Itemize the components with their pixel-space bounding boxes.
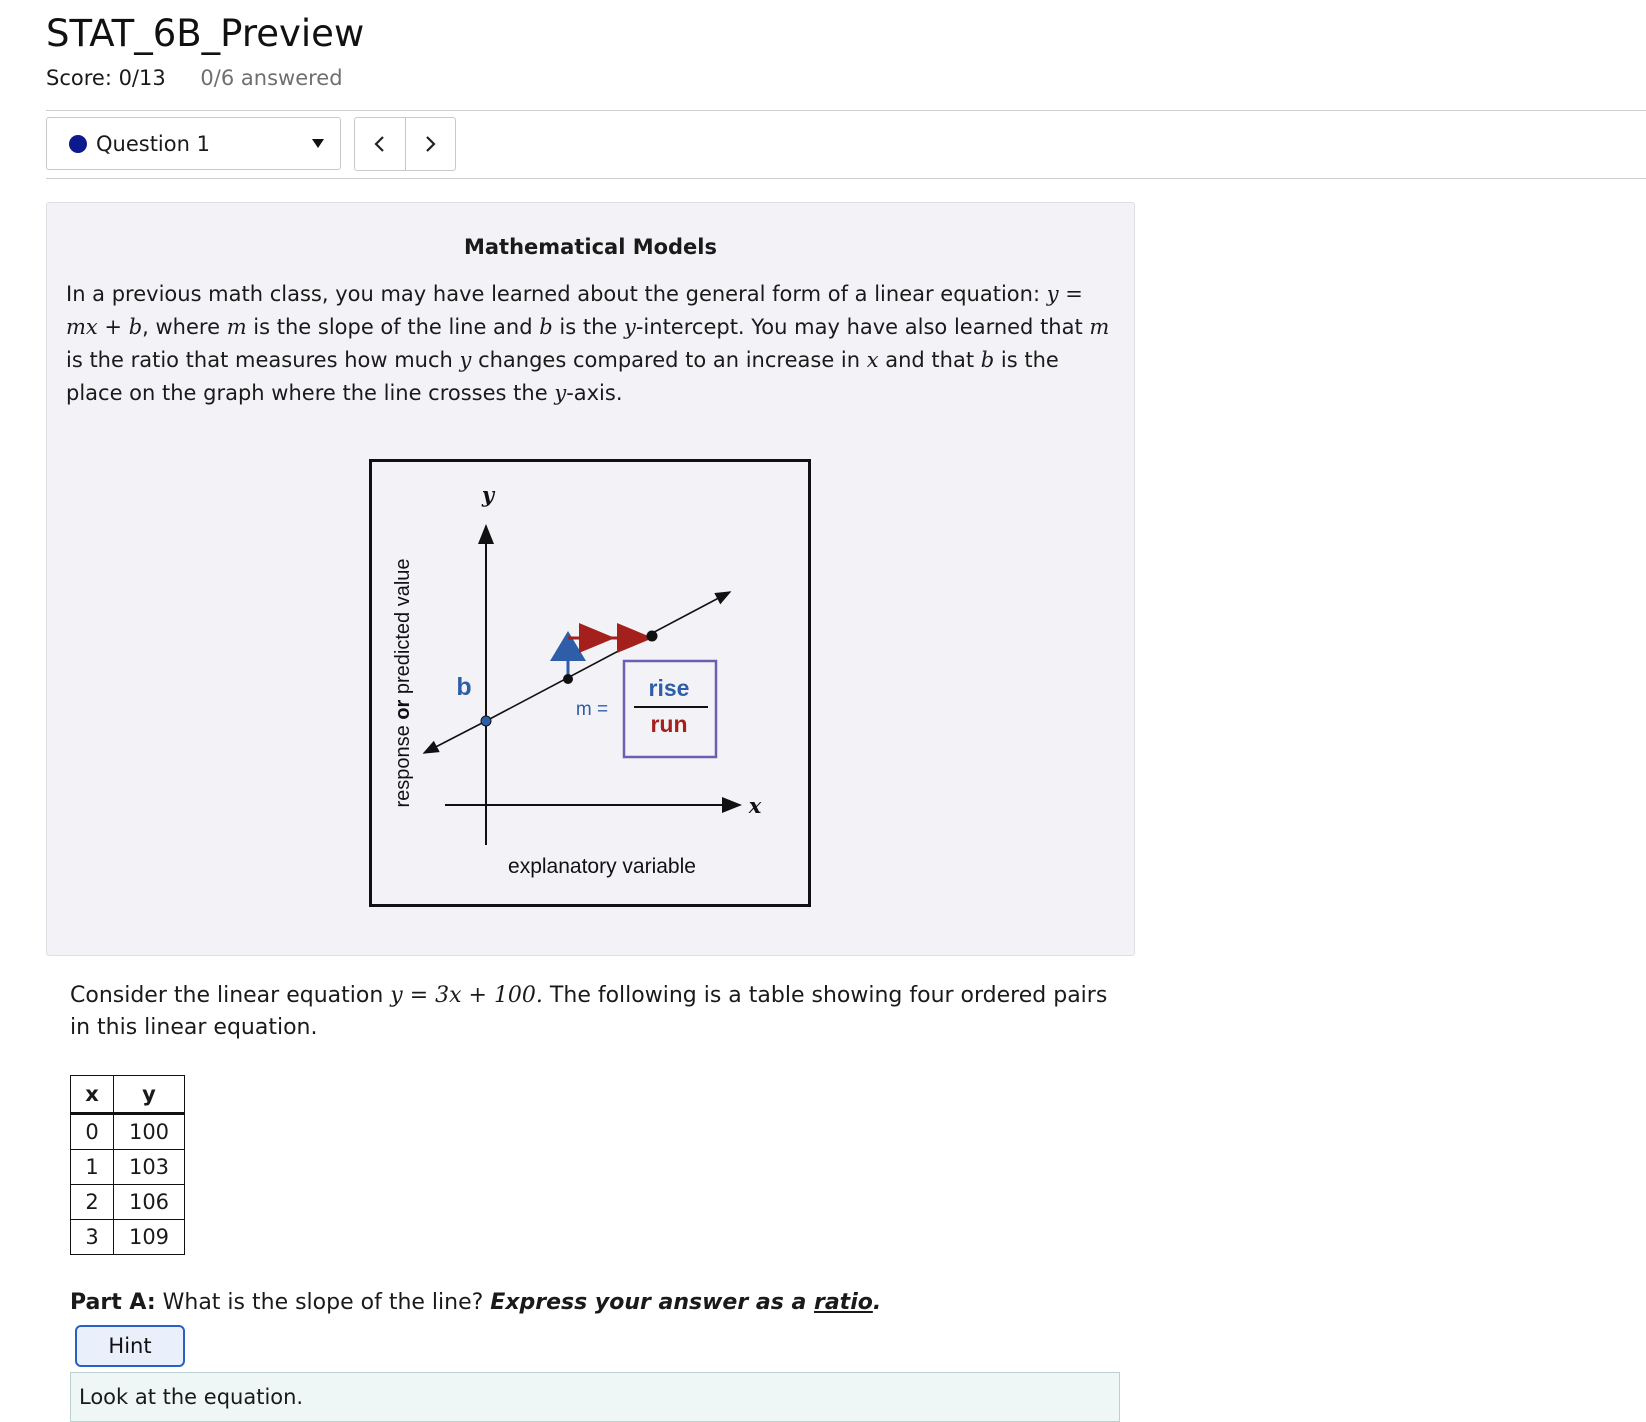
intro-text: changes compared to an increase in xyxy=(471,348,867,372)
table-cell: 103 xyxy=(114,1150,185,1185)
consider-paragraph xyxy=(70,980,1130,1044)
score-row xyxy=(46,66,343,90)
y-axis-letter: y xyxy=(481,482,495,507)
intro-paragraph xyxy=(66,278,1116,410)
table-cell: 109 xyxy=(114,1220,185,1255)
table-cell: 2 xyxy=(71,1185,114,1220)
rise-label: rise xyxy=(648,675,690,701)
table-row xyxy=(71,1150,185,1185)
intro-text: In a previous math class, you may have learned about the general form of a linear equation: xyxy=(66,282,1047,306)
score-text: Score: 0/13 xyxy=(46,66,166,90)
question-select[interactable] xyxy=(46,117,341,170)
y-axis-label-part1: response xyxy=(392,719,414,808)
math-y: y xyxy=(459,348,472,372)
column-header-x: x xyxy=(71,1076,114,1114)
intro-text: is the slope of the line and xyxy=(246,315,540,339)
column-header-y: y xyxy=(114,1076,185,1114)
math-b: b xyxy=(980,348,995,372)
math-m: m xyxy=(1089,315,1110,339)
intro-card xyxy=(46,202,1135,956)
math-m: m xyxy=(226,315,247,339)
table-cell: 3 xyxy=(71,1220,114,1255)
instruction-text: Express your answer as a xyxy=(490,1290,814,1315)
intro-text: is the place on the graph where the line crosses the xyxy=(66,348,1059,405)
intro-text: and that xyxy=(878,348,981,372)
table-cell: 106 xyxy=(114,1185,185,1220)
previous-question-button[interactable] xyxy=(355,118,405,170)
instruction-text: . xyxy=(872,1290,882,1315)
line-point-1 xyxy=(563,674,573,684)
x-axis-label: explanatory variable xyxy=(508,855,696,878)
math-x: x xyxy=(866,348,879,372)
line-point-2 xyxy=(647,631,658,642)
y-axis-label-or: or xyxy=(392,699,414,720)
chevron-right-icon xyxy=(423,134,437,154)
consider-text: The following is a table showing four ordered pairs in this linear equation. xyxy=(70,983,1108,1040)
divider xyxy=(46,110,1646,111)
answered-count: 0/6 answered xyxy=(200,66,343,90)
question-nav-buttons xyxy=(354,117,456,171)
intro-text: -axis. xyxy=(566,381,623,405)
math-b: b xyxy=(539,315,553,339)
intro-text: is the xyxy=(552,315,624,339)
y-intercept-point xyxy=(481,716,491,726)
table-cell: 1 xyxy=(71,1150,114,1185)
math-equation: y = 3x + 100. xyxy=(390,983,543,1008)
intro-text: is the ratio that measures how much xyxy=(66,348,460,372)
question-select-label: Question 1 xyxy=(96,131,210,156)
math-y: y xyxy=(554,381,567,405)
y-axis-label xyxy=(392,558,414,807)
ordered-pairs-table xyxy=(70,1075,185,1255)
consider-text: Consider the linear equation xyxy=(70,983,391,1008)
card-title: Mathematical Models xyxy=(463,235,717,259)
b-label: b xyxy=(456,673,472,701)
table-row xyxy=(71,1114,185,1150)
math-general-equation: y = mx + b xyxy=(66,282,1083,339)
part-a-question: What is the slope of the line? xyxy=(155,1290,491,1315)
next-question-button[interactable] xyxy=(405,118,456,170)
intro-text: -intercept. You may have also learned that xyxy=(635,315,1090,339)
table-row xyxy=(71,1185,185,1220)
page-title: STAT_6B_Preview xyxy=(46,12,365,55)
part-a-prompt xyxy=(70,1290,881,1315)
table-row xyxy=(71,1220,185,1255)
caret-down-icon xyxy=(312,139,324,148)
x-axis-letter: x xyxy=(748,793,762,818)
slope-diagram xyxy=(369,459,811,907)
linear-line-extension xyxy=(424,721,486,753)
slope-diagram-svg xyxy=(372,462,808,904)
y-axis-label-part2: predicted value xyxy=(392,558,414,700)
table-cell: 0 xyxy=(71,1114,114,1150)
chevron-left-icon xyxy=(373,134,387,154)
divider xyxy=(46,178,1646,179)
part-a-instruction xyxy=(490,1290,881,1315)
part-a-label: Part A: xyxy=(70,1290,156,1315)
question-status-dot-icon xyxy=(69,135,87,153)
hint-content: Look at the equation. xyxy=(70,1372,1120,1422)
table-header-row xyxy=(71,1076,185,1114)
table-cell: 100 xyxy=(114,1114,185,1150)
ratio-link[interactable]: ratio xyxy=(813,1290,873,1315)
hint-button[interactable]: Hint xyxy=(75,1325,185,1367)
math-y: y xyxy=(623,315,636,339)
run-label: run xyxy=(650,711,688,737)
m-equals-label: m = xyxy=(575,699,609,720)
intro-text: , where xyxy=(142,315,227,339)
